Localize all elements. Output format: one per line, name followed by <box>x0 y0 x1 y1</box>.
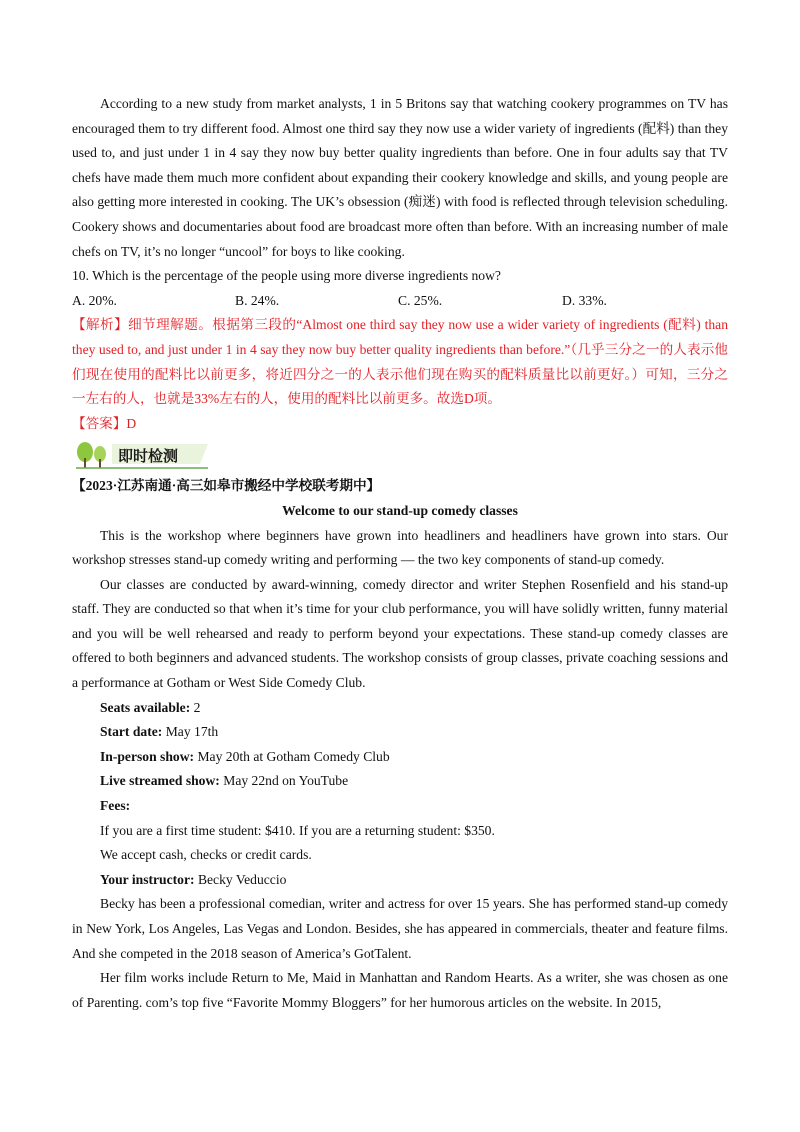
question-text: 10. Which is the percentage of the people using more diverse ingredients now? <box>72 268 501 284</box>
passage-paragraph: According to a new study from market analysts, 1 in 5 Britons say that watching cookery programmes on TV has encouraged them to try different food. Almost one third say they now use a wider variety of ingredients (配料) than they used to, and just under 1 in 4 say they now buy better quality ingredients than before. One in four adults say that TV chefs have made them much more confident about expanding their cookery knowledge and skills, and young people are also getting more interested in cooking. The UK’s obsession (痴迷) with food is reflected through television scheduling. Cookery shows and documentaries about food are broadcast more often than before. With an increasing number of male chefs on TV, it’s no longer “uncool” for boys to like cooking. <box>72 96 728 259</box>
seats-value: 2 <box>193 699 201 715</box>
option-d: D. 33%. <box>562 292 607 308</box>
passage-paragraph: This is the workshop where beginners have grown into headliners and headliners have grown into stars. Our workshop stresses stand-up comedy writing and performing — the two key components of stand-up comedy. <box>72 527 728 568</box>
option-a: A. 20%. <box>72 292 117 308</box>
instructor-value: Becky Veduccio <box>197 871 287 887</box>
seats-label: Seats available: <box>100 699 191 715</box>
start-value: May 17th <box>165 724 219 740</box>
analysis-text: 【解析】细节理解题。根据第三段的“Almost one third say they now use a wider variety of ingredients (配料) than they used to, and just under 1 in 4 say they now buy better quality ingredients than before.”（几乎三分之一的人表示他们现在使用的配料比以前更多，将近四分之一的人表示他们现在购买的配料质量比以前更好。）可知，三分之一左右的人，也就是33%左右的人，使用的配料比以前更多。故选D项。 <box>72 317 728 407</box>
instructor-row <box>72 868 728 893</box>
banner-title: 即时检测 <box>118 447 179 466</box>
section-banner <box>72 440 728 470</box>
answer-text: 【答案】D <box>72 415 137 431</box>
option-b: B. 24%. <box>235 292 280 308</box>
source-line: 【2023·江苏南通·高三如皋市搬经中学校联考期中】 <box>72 478 381 494</box>
inperson-row <box>72 745 728 770</box>
fees-line-1: If you are a first time student: $410. If you are a returning student: $350. <box>100 822 495 838</box>
stream-value: May 22nd on YouTube <box>223 773 349 789</box>
start-label: Start date: <box>100 724 163 740</box>
article-title: Welcome to our stand-up comedy classes <box>282 502 518 518</box>
passage-paragraph: Becky has been a professional comedian, writer and actress for over 15 years. She has performed stand-up comedy in New York, Los Angeles, Las Vegas and London. Besides, she has appeared in commercials, theater and feature films. And she competed in the 2018 season of America’s GotTalent. <box>72 896 728 961</box>
passage-paragraph: Our classes are conducted by award-winning, comedy director and writer Stephen Rosenfield and his stand-up staff. They are conducted so that when it’s time for your club performance, you will have solidly written, funny material and you will be well rehearsed and ready to perform beyond your expectations. These stand-up comedy classes are offered to both beginners and advanced students. The workshop consists of group classes, private coaching sessions and a performance at Gotham or West Side Comedy Club. <box>72 576 728 691</box>
inperson-label: In-person show: <box>100 748 195 764</box>
fees-label: Fees: <box>100 798 131 814</box>
stream-row <box>72 769 728 794</box>
start-row <box>72 720 728 745</box>
seats-row <box>72 696 728 721</box>
instructor-label: Your instructor: <box>100 871 195 887</box>
fees-line-2: We accept cash, checks or credit cards. <box>100 847 312 863</box>
answer-options <box>72 289 728 314</box>
fees-row <box>72 794 728 819</box>
document-page <box>72 92 728 1015</box>
option-c: C. 25%. <box>398 292 443 308</box>
stream-label: Live streamed show: <box>100 773 220 789</box>
passage-paragraph: Her film works include Return to Me, Maid in Manhattan and Random Hearts. As a writer, she was chosen as one of Parenting. com’s top five “Favorite Mommy Bloggers” for her humorous articles on the website. In 2015, <box>72 970 728 1010</box>
inperson-value: May 20th at Gotham Comedy Club <box>197 748 390 764</box>
